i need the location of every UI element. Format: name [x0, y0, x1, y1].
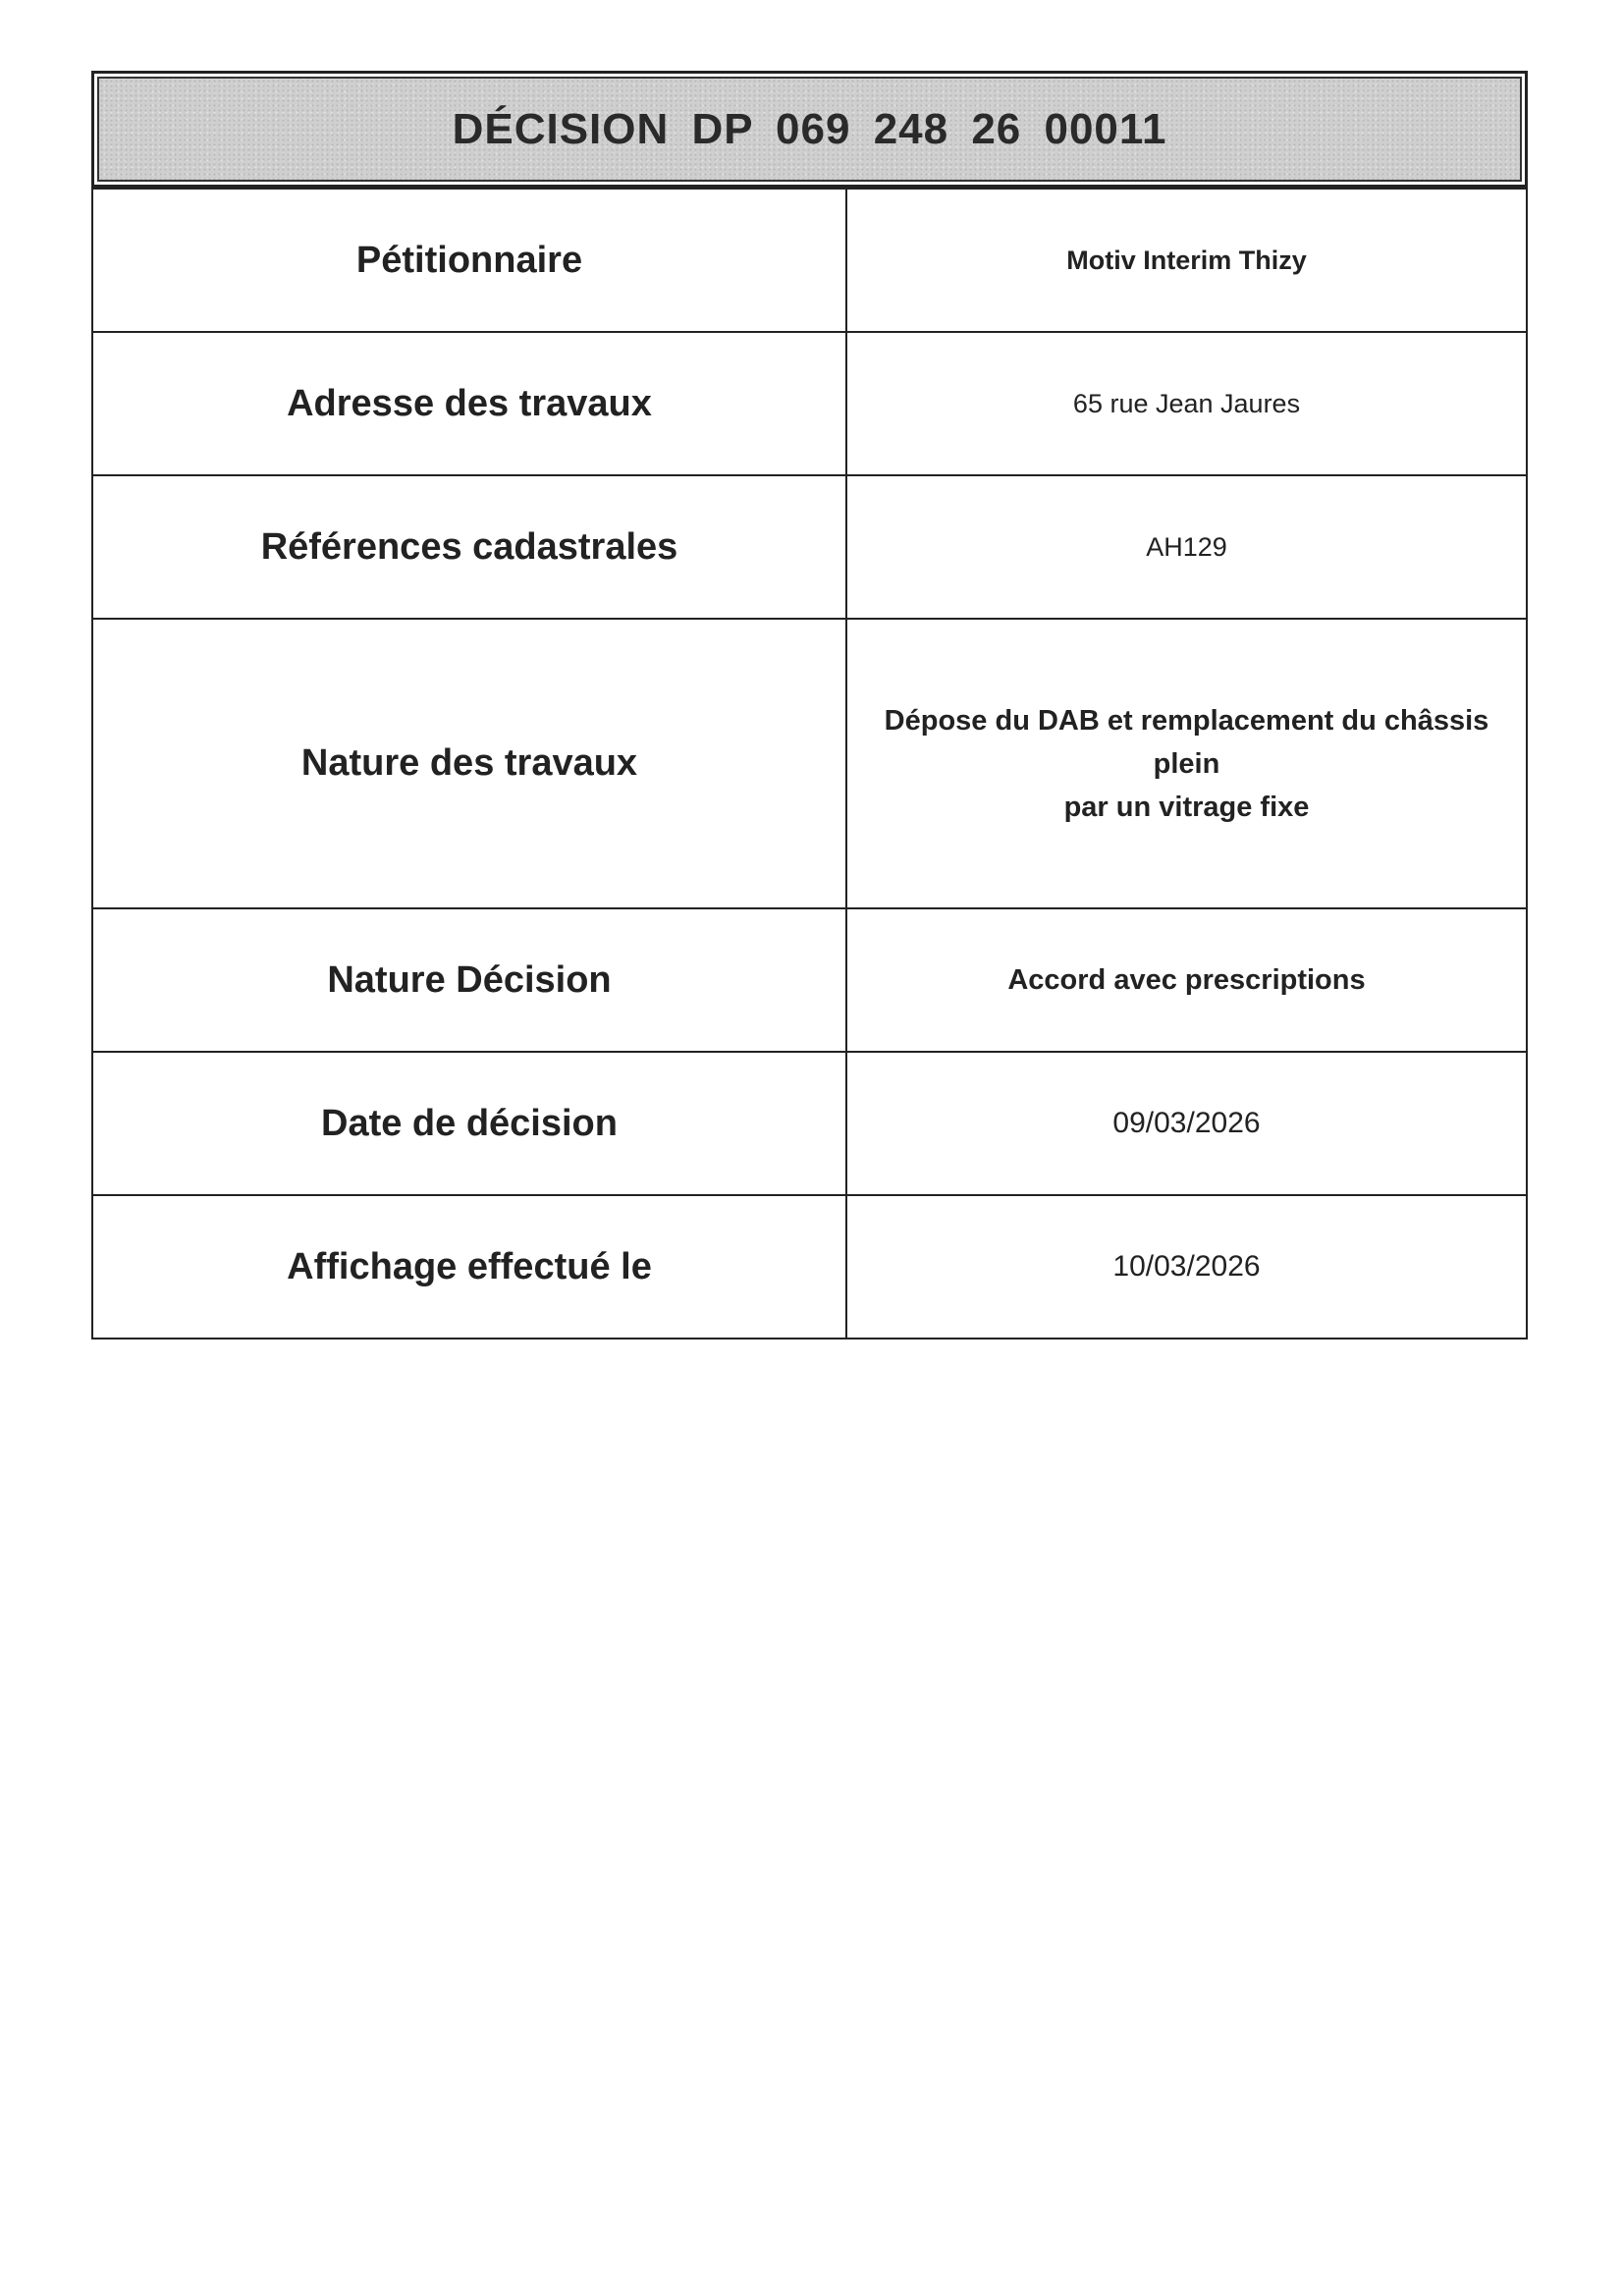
table-row: [92, 619, 1527, 908]
title-band: [97, 77, 1522, 182]
document-title: DÉCISION DP 069 248 26 00011: [452, 104, 1167, 153]
row-value-date-decision: 09/03/2026: [846, 1052, 1527, 1195]
row-value-petitionnaire: Motiv Interim Thizy: [846, 189, 1527, 332]
decision-sheet: [91, 71, 1528, 1339]
nature-travaux-line-2: par un vitrage fixe: [1063, 791, 1310, 823]
row-value-affichage: 10/03/2026: [846, 1195, 1527, 1339]
table-row: [92, 1195, 1527, 1339]
row-label-adresse: Adresse des travaux: [92, 332, 846, 475]
row-value-nature-travaux: [846, 619, 1527, 908]
row-label-nature-travaux: Nature des travaux: [92, 619, 846, 908]
row-label-references: Références cadastrales: [92, 475, 846, 619]
decision-table: [91, 188, 1528, 1339]
nature-travaux-line-1: Dépose du DAB et remplacement du châssis plein: [884, 704, 1489, 780]
row-value-references: AH129: [846, 475, 1527, 619]
row-label-nature-decision: Nature Décision: [92, 908, 846, 1052]
table-row: [92, 1052, 1527, 1195]
title-frame: [91, 71, 1528, 188]
row-label-petitionnaire: Pétitionnaire: [92, 189, 846, 332]
table-row: [92, 189, 1527, 332]
table-row: [92, 908, 1527, 1052]
row-label-date-decision: Date de décision: [92, 1052, 846, 1195]
table-row: [92, 332, 1527, 475]
row-value-nature-decision: Accord avec prescriptions: [846, 908, 1527, 1052]
row-value-adresse: 65 rue Jean Jaures: [846, 332, 1527, 475]
row-label-affichage: Affichage effectué le: [92, 1195, 846, 1339]
table-row: [92, 475, 1527, 619]
